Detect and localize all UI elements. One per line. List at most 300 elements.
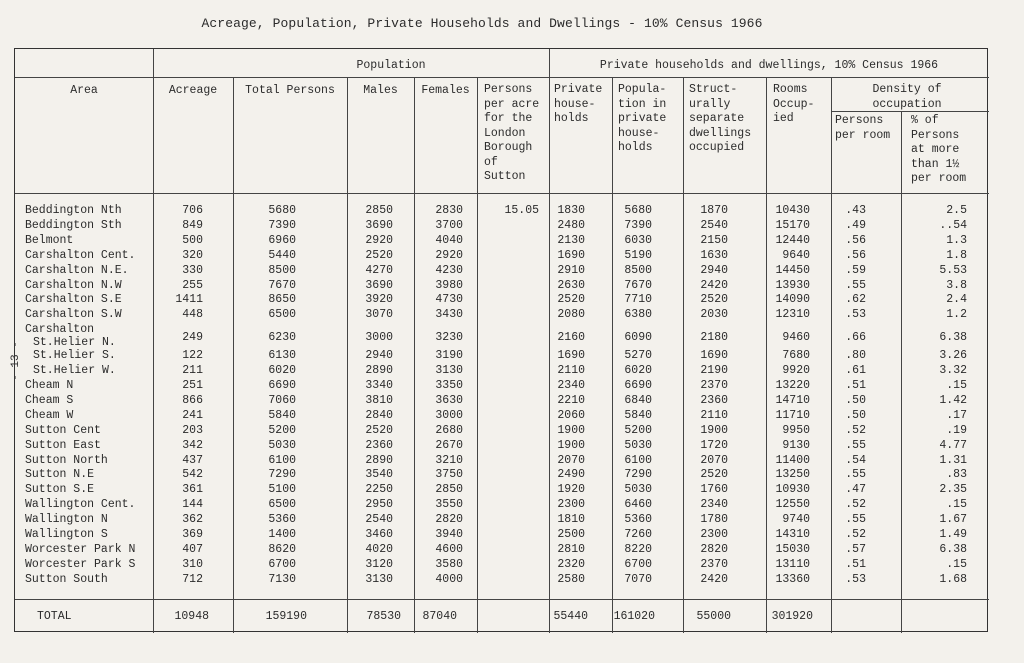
pct-cell: 6.38 [939,331,967,345]
females-cell: 2680 [435,423,463,437]
females-cell: 3980 [435,278,463,292]
total-cell: 6130 [268,349,296,363]
ppr-cell: .52 [845,498,866,512]
ppr-cell: .80 [845,349,866,363]
total-cell: 5840 [268,408,296,422]
population-private-households-header-line: house- [618,126,660,140]
dwellings-header-line: dwellings [689,126,752,140]
acreage-cell: 866 [182,393,203,407]
females-cell: 3630 [435,393,463,407]
rooms-cell: 14090 [775,293,810,307]
males-cell: 2540 [365,513,393,527]
page-title: Acreage, Population, Private Households and Dwellings - 10% Census 1966 [201,16,763,31]
area-name: St.Helier N. [33,336,116,350]
acreage-cell: 320 [182,248,203,262]
pct-cell: 1.67 [939,513,967,527]
pop_hh-cell: 8220 [624,542,652,556]
total-cell: 6230 [268,331,296,345]
pop_hh-cell: 5200 [624,423,652,437]
total-dw-cell: 55000 [696,610,731,623]
area-name: Sutton East [25,438,101,452]
pct-cell: .17 [946,408,967,422]
pop_hh-cell: 7070 [624,572,652,586]
households-group-header: Private households and dwellings, 10% Census 1966 [599,59,939,72]
acreage-cell: 330 [182,263,203,277]
persons-per-acre-header-line: for the [484,112,533,125]
acreage-cell: 369 [182,528,203,541]
males-cell: 4270 [365,263,393,277]
rooms-cell: 9130 [782,438,810,452]
persons-per-acre-header-line: Sutton [484,170,526,183]
rooms-cell: 9950 [782,423,810,437]
total-cell: 5200 [268,423,296,437]
rooms-cell: 15170 [775,218,810,232]
total-cell: 5360 [268,513,296,527]
dw-cell: 2110 [700,408,728,422]
females-cell: 3130 [435,364,463,378]
total-cell: 5440 [268,248,296,262]
pop_hh-cell: 6690 [624,379,652,392]
persons-per-room-header [835,114,899,143]
table-rule [15,77,989,78]
dw-cell: 1630 [700,248,728,262]
ppr-cell: .55 [845,438,866,452]
females-cell: 4730 [435,293,463,307]
rooms-cell: 11710 [775,408,810,422]
total-cell: 1400 [268,528,296,541]
rooms-cell: 12440 [775,233,810,247]
pct-cell: .15 [946,557,967,571]
ppr-cell: .62 [845,293,866,307]
total-cell: 5100 [268,483,296,497]
total-cell: 6500 [268,308,296,322]
dw-cell: 2520 [700,293,728,307]
females-cell: 4040 [435,233,463,247]
hh-cell: 2110 [557,364,585,378]
pop_hh-cell: 6840 [624,393,652,407]
dw-cell: 1720 [700,438,728,452]
hh-cell: 2480 [557,218,585,232]
pct-persons-header [911,114,987,187]
hh-cell: 1900 [557,438,585,452]
ppr-cell: .54 [845,453,866,467]
hh-cell: 1810 [557,513,585,527]
dw-cell: 2150 [700,233,728,247]
persons-per-acre-header [484,83,548,185]
area-name: Beddington Nth [25,204,122,217]
females-cell: 3000 [435,408,463,422]
pct-persons-header-line: at more [911,143,960,156]
pop_hh-cell: 6020 [624,364,652,378]
males-cell: 4020 [365,542,393,556]
hh-cell: 1900 [557,423,585,437]
area-name: Sutton South [25,572,108,586]
private-households-header-line: Private [554,83,603,96]
males-cell: 2360 [365,438,393,452]
females-cell: 2850 [435,483,463,497]
hh-cell: 1690 [557,349,585,363]
dw-cell: 1760 [700,483,728,497]
total-cell: 8650 [268,293,296,307]
dw-cell: 2360 [700,393,728,407]
area-name: Carshalton Cent. [25,248,136,262]
pct-cell: 2.35 [939,483,967,497]
pop_hh-cell: 7710 [624,293,652,307]
area-name: Cheam N [25,379,74,392]
males-cell: 3340 [365,379,393,392]
ppr-cell: .53 [845,572,866,586]
males-cell: 2890 [365,364,393,378]
persons-per-acre-header-line: per acre [484,97,540,111]
dw-cell: 2540 [700,218,728,232]
total-cell: 6020 [268,364,296,378]
females-header: Females [421,84,470,97]
males-cell: 2840 [365,408,393,422]
total-males-cell: 78530 [366,610,401,623]
ppr-cell: .50 [845,393,866,407]
hh-cell: 1830 [557,204,585,217]
hh-cell: 2130 [557,233,585,247]
total-cell: 7290 [268,468,296,482]
females-cell: 3210 [435,453,463,467]
rooms-cell: 12550 [775,498,810,512]
area-name: Carshalton [25,323,95,337]
rooms-cell: 13110 [775,557,810,571]
area-name: Sutton North [25,453,108,467]
page-number: - 13 - [9,341,22,381]
pct-cell: .19 [946,423,967,437]
males-cell: 2520 [365,248,393,262]
dw-cell: 2940 [700,263,728,277]
acreage-cell: 241 [182,408,203,422]
acreage-cell: 448 [182,308,203,322]
total-cell: 6960 [268,233,296,247]
population-private-households-header-line: private [618,112,667,125]
ppr-cell: .50 [845,408,866,422]
ppr-cell: .43 [845,204,866,217]
males-cell: 2920 [365,233,393,247]
dw-cell: 2420 [700,572,728,586]
acreage-cell: 122 [182,349,203,363]
males-header: Males [363,84,398,97]
hh-cell: 1690 [557,248,585,262]
pct-cell: 2.5 [946,204,967,217]
total-cell: 7670 [268,278,296,292]
hh-cell: 2580 [557,572,585,586]
females-cell: 3230 [435,331,463,345]
total-cell: 5030 [268,438,296,452]
females-cell: 3700 [435,218,463,232]
dw-cell: 2370 [700,379,728,392]
persons-per-acre-header-line: London [484,126,526,140]
acreage-cell: 500 [182,233,203,247]
private-households-header-line: holds [554,112,589,125]
acreage-cell: 407 [182,542,203,556]
persons-per-acre-header-line: of [484,155,498,169]
total-total-cell: 159190 [265,610,307,623]
acreage-cell: 144 [182,498,203,512]
area-name: Cheam S [25,393,74,407]
rooms-cell: 9920 [782,364,810,378]
dw-cell: 1690 [700,349,728,363]
rooms-header-line: Rooms [773,83,808,96]
dwellings-header-line: occupied [689,141,745,154]
ppr-cell: .52 [845,423,866,437]
rooms-cell: 13250 [775,468,810,482]
population-private-households-header-line: Popula- [618,83,667,96]
females-cell: 3350 [435,379,463,392]
area-name: Worcester Park N [25,542,136,556]
rooms-cell: 10430 [775,204,810,217]
population-private-households-header [618,83,682,156]
pop_hh-cell: 7290 [624,468,652,482]
pop_hh-cell: 6090 [624,331,652,345]
dw-cell: 2820 [700,542,728,556]
pct-cell: 5.53 [939,263,967,277]
dwellings-header [689,83,765,156]
hh-cell: 2060 [557,408,585,422]
total-cell: 7130 [268,572,296,586]
hh-cell: 2300 [557,498,585,512]
private-households-header [554,83,610,127]
acreage-cell: 706 [182,204,203,217]
pct-cell: 6.38 [939,542,967,556]
area-name: Carshalton N.W [25,278,122,292]
ppr-cell: .56 [845,248,866,262]
pct-persons-header-line: Persons [911,128,960,142]
dw-cell: 2520 [700,468,728,482]
pop_hh-cell: 6460 [624,498,652,512]
dw-cell: 2190 [700,364,728,378]
females-cell: 4230 [435,263,463,277]
rooms-cell: 14450 [775,263,810,277]
males-cell: 2940 [365,349,393,363]
total-hh-cell: 55440 [553,610,588,623]
hh-cell: 2910 [557,263,585,277]
females-cell: 2820 [435,513,463,527]
pct-persons-header-line: than 1½ [911,157,960,171]
area-name: Beddington Sth [25,218,122,232]
males-cell: 3070 [365,308,393,322]
pct-cell: 3.26 [939,349,967,363]
persons-per-room-header-line: Persons [835,114,884,127]
ppr-cell: .57 [845,542,866,556]
area-name: St.Helier S. [33,349,116,363]
rooms-cell: 14710 [775,393,810,407]
hh-cell: 2160 [557,331,585,345]
total-females-cell: 87040 [422,610,457,623]
pct-cell: .83 [946,468,967,482]
females-cell: 2670 [435,438,463,452]
dw-cell: 1900 [700,423,728,437]
pct-cell: 2.4 [946,293,967,307]
males-cell: 3540 [365,468,393,482]
area-name: Carshalton S.W [25,308,122,322]
hh-cell: 2500 [557,528,585,541]
females-cell: 4600 [435,542,463,556]
rooms-cell: 9740 [782,513,810,527]
acreage-cell: 255 [182,278,203,292]
hh-cell: 2210 [557,393,585,407]
acreage-cell: 1411 [175,293,203,307]
pct-persons-header-line: % of [911,114,939,127]
acreage-cell: 310 [182,557,203,571]
females-cell: 3750 [435,468,463,482]
total-cell: 6700 [268,557,296,571]
pop_hh-cell: 6030 [624,233,652,247]
pct-cell: 3.32 [939,364,967,378]
dw-cell: 2420 [700,278,728,292]
area-name: Sutton S.E [25,483,95,497]
pct-cell: 1.68 [939,572,967,586]
rooms-header-line: Occup- [773,97,815,111]
males-cell: 3690 [365,218,393,232]
females-cell: 3430 [435,308,463,322]
private-households-header-line: house- [554,97,596,111]
dw-cell: 2030 [700,308,728,322]
dwellings-header-line: separate [689,112,745,125]
rooms-cell: 14310 [775,528,810,541]
total-cell: 7390 [268,218,296,232]
acreage-cell: 362 [182,513,203,527]
acreage-cell: 437 [182,453,203,467]
total-cell: 5680 [268,204,296,217]
pct-cell: 3.8 [946,278,967,292]
dw-cell: 2180 [700,331,728,345]
males-cell: 3460 [365,528,393,541]
area-name: Worcester Park S [25,557,136,571]
males-cell: 2850 [365,204,393,217]
ppr-cell: .52 [845,528,866,541]
males-cell: 2950 [365,498,393,512]
rooms-cell: 15030 [775,542,810,556]
ppr-cell: .61 [845,364,866,378]
pop_hh-cell: 7390 [624,218,652,232]
pop_hh-cell: 6700 [624,557,652,571]
total-cell: 7060 [268,393,296,407]
dw-cell: 2370 [700,557,728,571]
males-cell: 3130 [365,572,393,586]
pct-cell: 1.31 [939,453,967,467]
density-header [847,83,967,112]
persons-per-acre-header-line: Borough [484,141,533,154]
females-cell: 3190 [435,349,463,363]
total-cell: 6100 [268,453,296,467]
dw-cell: 2340 [700,498,728,512]
rooms-cell: 7680 [782,349,810,363]
dw-cell: 1870 [700,204,728,217]
males-cell: 3120 [365,557,393,571]
total-persons-header: Total Persons [245,84,335,97]
males-cell: 2250 [365,483,393,497]
rooms-cell: 13220 [775,379,810,392]
rooms-cell: 13930 [775,278,810,292]
pct-cell: 1.49 [939,528,967,541]
area-name: Carshalton N.E. [25,263,129,277]
acreage-cell: 249 [182,331,203,345]
pct-cell: ..54 [939,218,967,232]
males-cell: 3920 [365,293,393,307]
census-table [14,48,988,632]
pop_hh-cell: 7260 [624,528,652,541]
rooms-cell: 10930 [775,483,810,497]
ppr-cell: .49 [845,218,866,232]
table-rule [15,193,989,194]
females-cell: 4000 [435,572,463,586]
pop_hh-cell: 7670 [624,278,652,292]
acreage-cell: 361 [182,483,203,497]
pop_hh-cell: 5190 [624,248,652,262]
hh-cell: 2810 [557,542,585,556]
density-header-line: occupation [872,97,942,111]
total-cell: 8620 [268,542,296,556]
area-header: Area [70,84,98,97]
persons-per-acre-header-line: Persons [484,83,533,96]
males-cell: 2890 [365,453,393,467]
area-name: Belmont [25,233,74,247]
area-name: Wallington S [25,528,108,541]
hh-cell: 2630 [557,278,585,292]
rooms-header [773,83,829,127]
area-name: Cheam W [25,408,74,422]
ppr-cell: .56 [845,233,866,247]
population-group-header: Population [356,59,426,72]
area-name: Wallington Cent. [25,498,136,512]
males-cell: 3810 [365,393,393,407]
females-cell: 3550 [435,498,463,512]
dw-cell: 2300 [700,528,728,541]
ppr-cell: .55 [845,468,866,482]
total-cell: 6500 [268,498,296,512]
area-name: St.Helier W. [33,364,116,378]
total-rooms-cell: 301920 [771,610,813,623]
ppr-cell: .47 [845,483,866,497]
pop_hh-cell: 8500 [624,263,652,277]
pop_hh-cell: 5840 [624,408,652,422]
acreage-cell: 342 [182,438,203,452]
pct-cell: .15 [946,498,967,512]
total-cell: 6690 [268,379,296,392]
pop_hh-cell: 5360 [624,513,652,527]
population-private-households-header-line: tion in [618,97,667,111]
acreage-cell: 251 [182,379,203,392]
pop_hh-cell: 5680 [624,204,652,217]
acreage-cell: 542 [182,468,203,482]
ppr-cell: .51 [845,557,866,571]
females-cell: 2830 [435,204,463,217]
females-cell: 3940 [435,528,463,541]
hh-cell: 1920 [557,483,585,497]
area-name: Sutton Cent [25,423,101,437]
dwellings-header-line: urally [689,97,731,111]
density-header-line: Density of [872,83,942,96]
pct-cell: 1.3 [946,233,967,247]
hh-cell: 2320 [557,557,585,571]
total-label: TOTAL [37,610,72,623]
acreage-cell: 849 [182,218,203,232]
pop_hh-cell: 6380 [624,308,652,322]
ppa-cell: 15.05 [504,204,539,217]
pct-cell: 1.42 [939,393,967,407]
pct-cell: 1.8 [946,248,967,262]
rooms-header-line: ied [773,112,794,125]
rooms-cell: 9640 [782,248,810,262]
rooms-cell: 12310 [775,308,810,322]
table-rule [15,599,989,600]
pop_hh-cell: 5270 [624,349,652,363]
dwellings-header-line: Struct- [689,83,738,96]
ppr-cell: .51 [845,379,866,392]
